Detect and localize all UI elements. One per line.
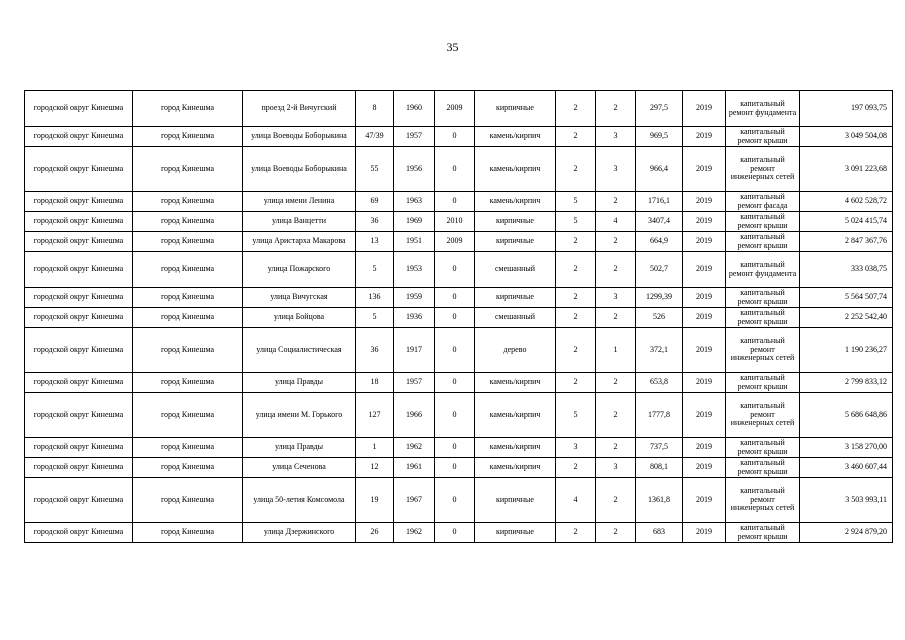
- table-row: [25, 393, 893, 438]
- cell-build-year: 1917: [394, 328, 435, 373]
- table-row: [25, 147, 893, 192]
- cell-cost: 2 799 833,12: [800, 373, 893, 393]
- cell-street: проезд 2-й Вичугский: [243, 91, 356, 127]
- table-row: [25, 192, 893, 212]
- cell-overhaul-year: 0: [435, 523, 475, 543]
- cell-area: 1716,1: [636, 192, 683, 212]
- cell-cost: 3 503 993,11: [800, 478, 893, 523]
- cell-wall-material: камень/кирпич: [475, 458, 556, 478]
- cell-area: 1777,8: [636, 393, 683, 438]
- cell-plan-year: 2019: [683, 147, 726, 192]
- cell-wall-material: кирпичные: [475, 288, 556, 308]
- cell-house-number: 5: [356, 252, 394, 288]
- cell-build-year: 1953: [394, 252, 435, 288]
- cell-settlement: город Кинешма: [133, 192, 243, 212]
- cell-municipality: городской округ Кинешма: [25, 232, 133, 252]
- table-row: [25, 127, 893, 147]
- cell-settlement: город Кинешма: [133, 288, 243, 308]
- cell-floors: 2: [556, 308, 596, 328]
- cell-entrances: 4: [596, 212, 636, 232]
- cell-build-year: 1959: [394, 288, 435, 308]
- cell-entrances: 2: [596, 373, 636, 393]
- cell-settlement: город Кинешма: [133, 91, 243, 127]
- table-row: [25, 373, 893, 393]
- cell-build-year: 1957: [394, 373, 435, 393]
- cell-house-number: 13: [356, 232, 394, 252]
- cell-house-number: 1: [356, 438, 394, 458]
- cell-overhaul-year: 2009: [435, 91, 475, 127]
- cell-area: 683: [636, 523, 683, 543]
- table-row: [25, 91, 893, 127]
- cell-cost: 5 686 648,86: [800, 393, 893, 438]
- cell-entrances: 2: [596, 523, 636, 543]
- cell-cost: 4 602 528,72: [800, 192, 893, 212]
- cell-floors: 2: [556, 458, 596, 478]
- cell-plan-year: 2019: [683, 212, 726, 232]
- cell-cost: 3 460 607,44: [800, 458, 893, 478]
- cell-entrances: 2: [596, 478, 636, 523]
- cell-entrances: 2: [596, 91, 636, 127]
- cell-street: улица Правды: [243, 373, 356, 393]
- cell-floors: 2: [556, 328, 596, 373]
- table-row: [25, 523, 893, 543]
- cell-work-type: капитальный ремонт крыши: [726, 232, 800, 252]
- cell-plan-year: 2019: [683, 91, 726, 127]
- cell-settlement: город Кинешма: [133, 232, 243, 252]
- cell-house-number: 26: [356, 523, 394, 543]
- cell-street: улица Аристарха Макарова: [243, 232, 356, 252]
- cell-municipality: городской округ Кинешма: [25, 328, 133, 373]
- cell-build-year: 1967: [394, 478, 435, 523]
- cell-build-year: 1962: [394, 438, 435, 458]
- cell-area: 808,1: [636, 458, 683, 478]
- cell-floors: 2: [556, 147, 596, 192]
- cell-wall-material: кирпичные: [475, 212, 556, 232]
- cell-floors: 5: [556, 192, 596, 212]
- cell-area: 1299,39: [636, 288, 683, 308]
- cell-municipality: городской округ Кинешма: [25, 373, 133, 393]
- cell-floors: 2: [556, 91, 596, 127]
- cell-build-year: 1961: [394, 458, 435, 478]
- cell-municipality: городской округ Кинешма: [25, 478, 133, 523]
- table-row: [25, 328, 893, 373]
- cell-area: 969,5: [636, 127, 683, 147]
- cell-street: улица 50-летия Комсомола: [243, 478, 356, 523]
- cell-settlement: город Кинешма: [133, 523, 243, 543]
- cell-overhaul-year: 0: [435, 373, 475, 393]
- cell-entrances: 2: [596, 232, 636, 252]
- cell-entrances: 3: [596, 127, 636, 147]
- cell-wall-material: смешанный: [475, 252, 556, 288]
- cell-wall-material: кирпичные: [475, 523, 556, 543]
- cell-house-number: 8: [356, 91, 394, 127]
- cell-house-number: 19: [356, 478, 394, 523]
- cell-overhaul-year: 0: [435, 192, 475, 212]
- cell-floors: 2: [556, 288, 596, 308]
- table-row: [25, 438, 893, 458]
- cell-work-type: капитальный ремонт инженерных сетей: [726, 328, 800, 373]
- cell-street: улица имени Ленина: [243, 192, 356, 212]
- cell-work-type: капитальный ремонт инженерных сетей: [726, 478, 800, 523]
- cell-floors: 5: [556, 212, 596, 232]
- cell-street: улица Ванцетти: [243, 212, 356, 232]
- cell-wall-material: камень/кирпич: [475, 147, 556, 192]
- cell-municipality: городской округ Кинешма: [25, 523, 133, 543]
- cell-cost: 2 924 879,20: [800, 523, 893, 543]
- cell-wall-material: камень/кирпич: [475, 373, 556, 393]
- cell-municipality: городской округ Кинешма: [25, 438, 133, 458]
- cell-house-number: 5: [356, 308, 394, 328]
- cell-area: 372,1: [636, 328, 683, 373]
- cell-plan-year: 2019: [683, 438, 726, 458]
- cell-build-year: 1969: [394, 212, 435, 232]
- cell-entrances: 3: [596, 147, 636, 192]
- cell-work-type: капитальный ремонт крыши: [726, 523, 800, 543]
- cell-street: улица Правды: [243, 438, 356, 458]
- cell-street: улица Пожарского: [243, 252, 356, 288]
- cell-cost: 333 038,75: [800, 252, 893, 288]
- table-row: [25, 308, 893, 328]
- page-number: 35: [446, 40, 459, 54]
- table-row: [25, 232, 893, 252]
- cell-entrances: 2: [596, 438, 636, 458]
- cell-entrances: 2: [596, 252, 636, 288]
- cell-settlement: город Кинешма: [133, 373, 243, 393]
- table-row: [25, 478, 893, 523]
- table-body: [25, 91, 893, 543]
- cell-cost: 5 024 415,74: [800, 212, 893, 232]
- cell-wall-material: смешанный: [475, 308, 556, 328]
- cell-area: 526: [636, 308, 683, 328]
- cell-municipality: городской округ Кинешма: [25, 147, 133, 192]
- cell-street: улица имени М. Горького: [243, 393, 356, 438]
- cell-build-year: 1960: [394, 91, 435, 127]
- cell-entrances: 3: [596, 458, 636, 478]
- cell-settlement: город Кинешма: [133, 438, 243, 458]
- cell-build-year: 1966: [394, 393, 435, 438]
- cell-cost: 1 190 236,27: [800, 328, 893, 373]
- cell-work-type: капитальный ремонт крыши: [726, 458, 800, 478]
- cell-house-number: 36: [356, 212, 394, 232]
- cell-build-year: 1951: [394, 232, 435, 252]
- cell-house-number: 55: [356, 147, 394, 192]
- cell-build-year: 1956: [394, 147, 435, 192]
- cell-overhaul-year: 2010: [435, 212, 475, 232]
- cell-plan-year: 2019: [683, 288, 726, 308]
- cell-municipality: городской округ Кинешма: [25, 192, 133, 212]
- cell-area: 297,5: [636, 91, 683, 127]
- cell-floors: 2: [556, 232, 596, 252]
- cell-floors: 2: [556, 127, 596, 147]
- cell-work-type: капитальный ремонт крыши: [726, 127, 800, 147]
- cell-settlement: город Кинешма: [133, 308, 243, 328]
- cell-settlement: город Кинешма: [133, 393, 243, 438]
- cell-plan-year: 2019: [683, 308, 726, 328]
- cell-settlement: город Кинешма: [133, 147, 243, 192]
- table-row: [25, 212, 893, 232]
- cell-area: 1361,8: [636, 478, 683, 523]
- cell-settlement: город Кинешма: [133, 212, 243, 232]
- cell-work-type: капитальный ремонт крыши: [726, 373, 800, 393]
- cell-plan-year: 2019: [683, 192, 726, 212]
- cell-wall-material: дерево: [475, 328, 556, 373]
- cell-municipality: городской округ Кинешма: [25, 308, 133, 328]
- cell-area: 653,8: [636, 373, 683, 393]
- cell-street: улица Бойцова: [243, 308, 356, 328]
- cell-plan-year: 2019: [683, 478, 726, 523]
- cell-work-type: капитальный ремонт фасада: [726, 192, 800, 212]
- cell-wall-material: кирпичные: [475, 478, 556, 523]
- cell-plan-year: 2019: [683, 458, 726, 478]
- cell-area: 502,7: [636, 252, 683, 288]
- cell-wall-material: камень/кирпич: [475, 192, 556, 212]
- cell-entrances: 2: [596, 308, 636, 328]
- cell-settlement: город Кинешма: [133, 458, 243, 478]
- cell-municipality: городской округ Кинешма: [25, 458, 133, 478]
- cell-municipality: городской округ Кинешма: [25, 288, 133, 308]
- cell-settlement: город Кинешма: [133, 478, 243, 523]
- cell-work-type: капитальный ремонт инженерных сетей: [726, 393, 800, 438]
- cell-settlement: город Кинешма: [133, 127, 243, 147]
- cell-area: 966,4: [636, 147, 683, 192]
- cell-street: улица Дзержинского: [243, 523, 356, 543]
- cell-cost: 3 158 270,00: [800, 438, 893, 458]
- cell-house-number: 36: [356, 328, 394, 373]
- cell-house-number: 12: [356, 458, 394, 478]
- cell-overhaul-year: 0: [435, 288, 475, 308]
- table-row: [25, 252, 893, 288]
- cell-floors: 3: [556, 438, 596, 458]
- cell-municipality: городской округ Кинешма: [25, 212, 133, 232]
- cell-municipality: городской округ Кинешма: [25, 393, 133, 438]
- cell-house-number: 127: [356, 393, 394, 438]
- cell-plan-year: 2019: [683, 523, 726, 543]
- cell-build-year: 1957: [394, 127, 435, 147]
- cell-municipality: городской округ Кинешма: [25, 127, 133, 147]
- cell-entrances: 3: [596, 288, 636, 308]
- cell-cost: 2 847 367,76: [800, 232, 893, 252]
- cell-street: улица Воеводы Боборыкина: [243, 127, 356, 147]
- cell-entrances: 2: [596, 192, 636, 212]
- cell-area: 3407,4: [636, 212, 683, 232]
- cell-wall-material: камень/кирпич: [475, 438, 556, 458]
- cell-plan-year: 2019: [683, 373, 726, 393]
- cell-wall-material: кирпичные: [475, 232, 556, 252]
- cell-cost: 3 091 223,68: [800, 147, 893, 192]
- cell-municipality: городской округ Кинешма: [25, 91, 133, 127]
- table-row: [25, 458, 893, 478]
- cell-work-type: капитальный ремонт инженерных сетей: [726, 147, 800, 192]
- cell-entrances: 2: [596, 393, 636, 438]
- cell-floors: 4: [556, 478, 596, 523]
- cell-work-type: капитальный ремонт фундамента: [726, 252, 800, 288]
- cell-street: улица Сеченова: [243, 458, 356, 478]
- cell-overhaul-year: 0: [435, 147, 475, 192]
- cell-wall-material: кирпичные: [475, 91, 556, 127]
- cell-entrances: 1: [596, 328, 636, 373]
- cell-overhaul-year: 2009: [435, 232, 475, 252]
- cell-work-type: капитальный ремонт крыши: [726, 212, 800, 232]
- cell-house-number: 47/39: [356, 127, 394, 147]
- cell-overhaul-year: 0: [435, 478, 475, 523]
- cell-floors: 2: [556, 252, 596, 288]
- cell-floors: 2: [556, 523, 596, 543]
- cell-house-number: 69: [356, 192, 394, 212]
- cell-plan-year: 2019: [683, 127, 726, 147]
- cell-plan-year: 2019: [683, 393, 726, 438]
- cell-overhaul-year: 0: [435, 328, 475, 373]
- cell-build-year: 1936: [394, 308, 435, 328]
- cell-build-year: 1962: [394, 523, 435, 543]
- cell-work-type: капитальный ремонт крыши: [726, 438, 800, 458]
- buildings-table: [24, 90, 893, 543]
- cell-overhaul-year: 0: [435, 393, 475, 438]
- cell-overhaul-year: 0: [435, 438, 475, 458]
- cell-street: улица Воеводы Боборыкина: [243, 147, 356, 192]
- cell-wall-material: камень/кирпич: [475, 127, 556, 147]
- table-row: [25, 288, 893, 308]
- cell-overhaul-year: 0: [435, 252, 475, 288]
- cell-area: 737,5: [636, 438, 683, 458]
- cell-overhaul-year: 0: [435, 308, 475, 328]
- cell-house-number: 136: [356, 288, 394, 308]
- cell-work-type: капитальный ремонт крыши: [726, 308, 800, 328]
- cell-area: 664,9: [636, 232, 683, 252]
- cell-settlement: город Кинешма: [133, 252, 243, 288]
- cell-settlement: город Кинешма: [133, 328, 243, 373]
- cell-plan-year: 2019: [683, 328, 726, 373]
- cell-overhaul-year: 0: [435, 127, 475, 147]
- cell-work-type: капитальный ремонт крыши: [726, 288, 800, 308]
- cell-street: улица Вичугская: [243, 288, 356, 308]
- cell-floors: 5: [556, 393, 596, 438]
- cell-street: улица Социалистическая: [243, 328, 356, 373]
- cell-wall-material: камень/кирпич: [475, 393, 556, 438]
- cell-floors: 2: [556, 373, 596, 393]
- cell-plan-year: 2019: [683, 232, 726, 252]
- cell-work-type: капитальный ремонт фундамента: [726, 91, 800, 127]
- cell-cost: 2 252 542,40: [800, 308, 893, 328]
- cell-cost: 5 564 507,74: [800, 288, 893, 308]
- cell-house-number: 18: [356, 373, 394, 393]
- cell-cost: 197 093,75: [800, 91, 893, 127]
- cell-overhaul-year: 0: [435, 458, 475, 478]
- cell-municipality: городской округ Кинешма: [25, 252, 133, 288]
- cell-plan-year: 2019: [683, 252, 726, 288]
- cell-build-year: 1963: [394, 192, 435, 212]
- cell-cost: 3 049 504,08: [800, 127, 893, 147]
